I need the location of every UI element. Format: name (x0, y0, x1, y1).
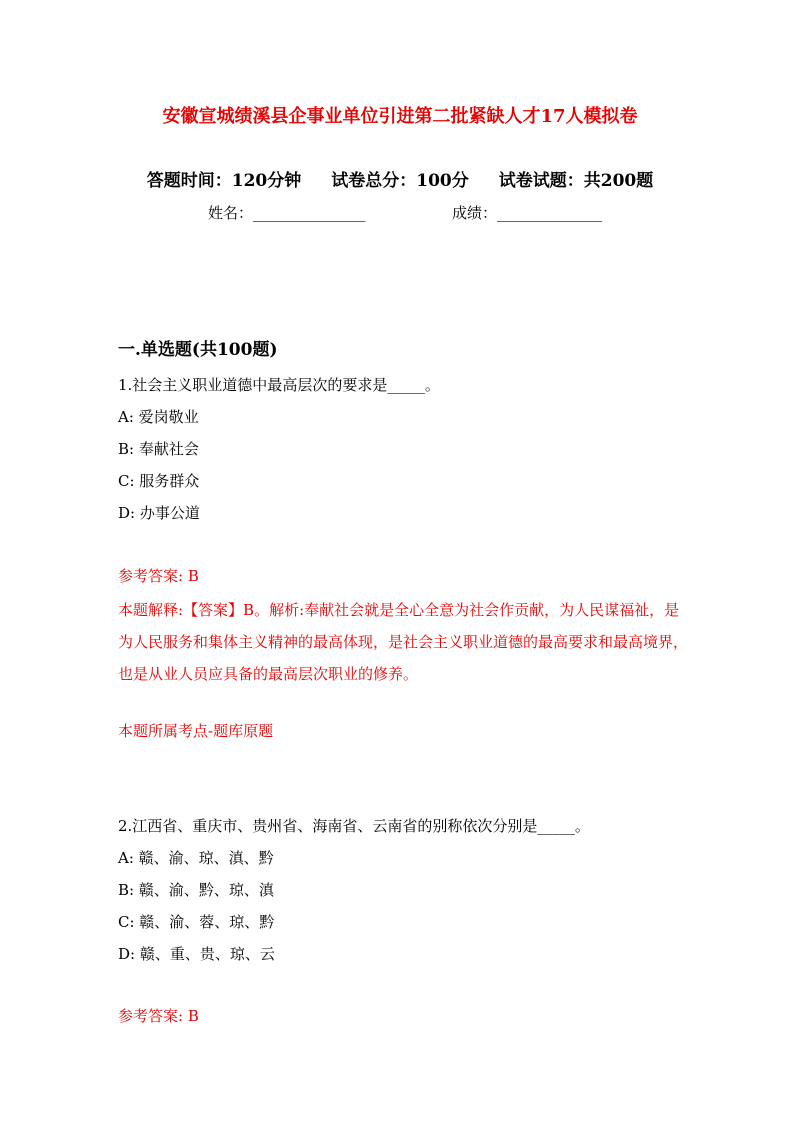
source-text: 本题所属考点-题库原题 (118, 722, 274, 740)
question-option: D: 赣、重、贵、琼、云 (118, 945, 275, 963)
answer-text: 参考答案: B (118, 567, 199, 585)
question-option: C: 赣、渝、蓉、琼、黔 (118, 913, 275, 931)
question-option: C: 服务群众 (118, 472, 200, 490)
exam-meta (0, 168, 800, 194)
name-field: 姓名：_______________ (208, 204, 366, 222)
question-option: A: 爱岗敬业 (118, 408, 199, 426)
question-stem: 2.江西省、重庆市、贵州省、海南省、云南省的别称依次分别是_____。 (118, 817, 590, 835)
exam-total-score: 试卷总分：100分 (331, 171, 469, 191)
answer-text: 参考答案: B (118, 1007, 199, 1025)
question-option: A: 赣、渝、琼、滇、黔 (118, 849, 274, 867)
question-option: B: 奉献社会 (118, 440, 199, 458)
explanation-text: 本题解释:【答案】B。解析:奉献社会就是全心全意为社会作贡献，为人民谋福祉，是为人民服务和集体主义精神的最高体现，是社会主义职业道德的最高要求和最高境界，也是从业人员应具备的最高层次职业的修养。 (118, 601, 689, 683)
exam-title: 安徽宣城绩溪县企事业单位引进第二批紧缺人才17人模拟卷 (162, 106, 638, 127)
question-option: B: 赣、渝、黔、琼、滇 (118, 881, 274, 899)
exam-time: 答题时间：120分钟 (146, 171, 302, 191)
score-field: 成绩：______________ (452, 204, 603, 222)
exam-question-count: 试卷试题：共200题 (498, 171, 654, 191)
section-title: 一.单选题(共100题) (118, 340, 278, 360)
question-option: D: 办事公道 (118, 504, 200, 522)
question-stem: 1.社会主义职业道德中最高层次的要求是_____。 (118, 376, 440, 394)
